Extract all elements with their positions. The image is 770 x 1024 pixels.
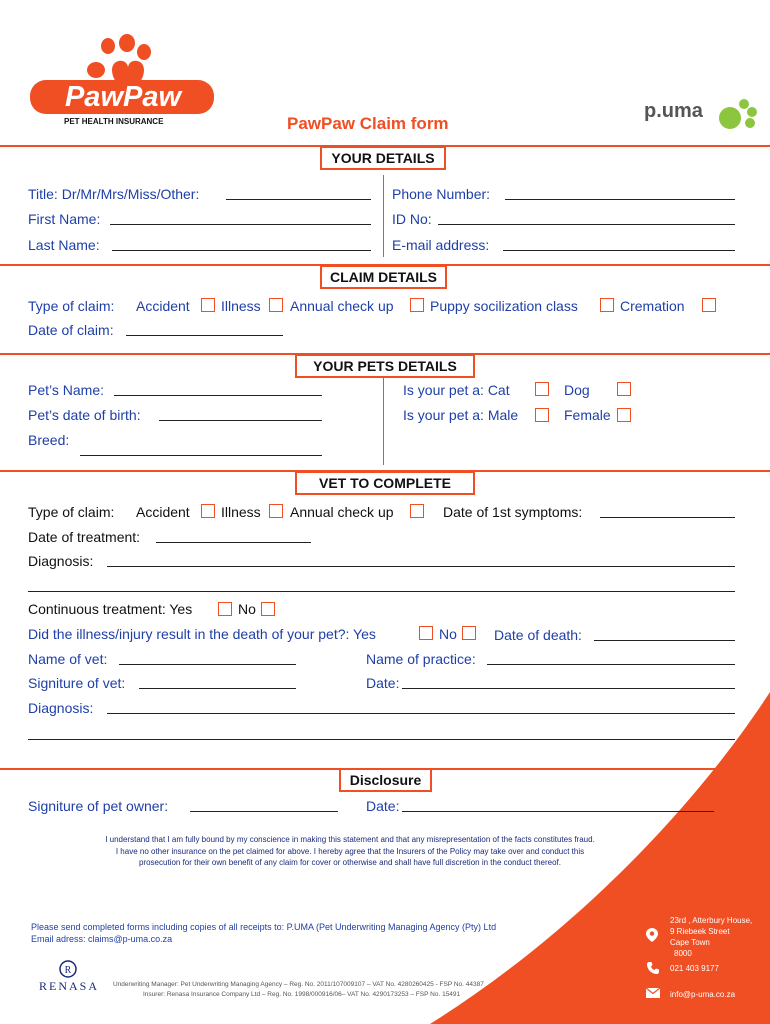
mail-icon bbox=[646, 988, 660, 998]
claims-email[interactable]: Email adress: claims@p-uma.co.za bbox=[31, 934, 173, 944]
email-field[interactable] bbox=[503, 250, 735, 251]
title-label: Title: Dr/Mr/Mrs/Miss/Other: bbox=[28, 186, 200, 202]
renasa-logo bbox=[36, 959, 102, 999]
vet-annual-label: Annual check up bbox=[290, 504, 394, 520]
illness-checkbox[interactable] bbox=[269, 298, 283, 312]
section-heading-pets-details: YOUR PETS DETAILS bbox=[295, 354, 475, 378]
vet-annual-checkbox[interactable] bbox=[410, 504, 424, 518]
section-heading-vet: VET TO COMPLETE bbox=[295, 471, 475, 495]
practice-name-field[interactable] bbox=[487, 664, 735, 665]
diagnosis-2-field[interactable] bbox=[107, 713, 735, 714]
claim-option-accident: Accident bbox=[136, 298, 190, 314]
address-line-1: 23rd , Atterbury House, bbox=[670, 916, 753, 925]
breed-label: Breed: bbox=[28, 432, 70, 448]
breed-field[interactable] bbox=[80, 455, 322, 456]
owner-date-label: Date: bbox=[366, 798, 400, 814]
address-line-4: 8000 bbox=[674, 949, 692, 958]
first-name-label: First Name: bbox=[28, 211, 101, 227]
vet-illness-checkbox[interactable] bbox=[269, 504, 283, 518]
species-label: Is your pet a: Cat bbox=[403, 382, 510, 398]
logo-tagline: PET HEALTH INSURANCE bbox=[64, 117, 164, 126]
claim-option-annual: Annual check up bbox=[290, 298, 394, 314]
renasa-wordmark: RENASA bbox=[38, 979, 99, 993]
disclosure-text-3: prosecution for their own benefit of any claim for cover or otherwise and shall have full discretion in the conduct thereof. bbox=[138, 858, 561, 867]
symptoms-date-label: Date of 1st symptoms: bbox=[443, 504, 583, 520]
column-divider bbox=[383, 373, 384, 465]
practice-name-label: Name of practice: bbox=[366, 651, 476, 667]
accident-checkbox[interactable] bbox=[201, 298, 215, 312]
owner-signature-field[interactable] bbox=[190, 811, 338, 812]
pet-name-label: Pet’s Name: bbox=[28, 382, 104, 398]
puma-logo bbox=[644, 92, 764, 136]
send-instructions: Please send completed forms including copies of all receipts to: P.UMA (Pet Underwriting Managing Agency (Pty) Ltd bbox=[31, 922, 497, 932]
diagnosis-2-label: Diagnosis: bbox=[28, 700, 94, 716]
svg-text:R: R bbox=[64, 965, 72, 976]
section-heading-claim-details: CLAIM DETAILS bbox=[320, 265, 447, 289]
id-field[interactable] bbox=[438, 224, 735, 225]
diagnosis-field-extra[interactable] bbox=[28, 591, 735, 592]
death-no-checkbox[interactable] bbox=[462, 626, 476, 640]
claim-option-illness: Illness bbox=[221, 298, 261, 314]
form-title: PawPaw Claim form bbox=[287, 114, 449, 133]
cat-checkbox[interactable] bbox=[535, 382, 549, 396]
vet-name-label: Name of vet: bbox=[28, 651, 108, 667]
vet-date-label: Date: bbox=[366, 675, 400, 691]
address-line-2: 9 Riebeek Street bbox=[670, 927, 730, 936]
puppy-class-checkbox[interactable] bbox=[600, 298, 614, 312]
claim-type-label: Type of claim: bbox=[28, 298, 115, 314]
owner-date-field[interactable] bbox=[402, 811, 714, 812]
female-label: Female bbox=[564, 407, 611, 423]
disclosure-text-1: I understand that I am fully bound by my conscience in making this statement and that any misrepresentation of the facts constitutes fraud. bbox=[105, 835, 595, 844]
death-yes-checkbox[interactable] bbox=[419, 626, 433, 640]
male-checkbox[interactable] bbox=[535, 408, 549, 422]
claim-date-label: Date of claim: bbox=[28, 322, 114, 338]
vet-signature-field[interactable] bbox=[139, 688, 296, 689]
owner-signature-label: Signiture of pet owner: bbox=[28, 798, 169, 814]
vet-signature-label: Signiture of vet: bbox=[28, 675, 126, 691]
phone-field[interactable] bbox=[505, 199, 735, 200]
sex-label: Is your pet a: Male bbox=[403, 407, 519, 423]
claim-date-field[interactable] bbox=[126, 335, 283, 336]
vet-name-field[interactable] bbox=[119, 664, 296, 665]
claim-option-puppy: Puppy socilization class bbox=[430, 298, 578, 314]
phone-label: Phone Number: bbox=[392, 186, 491, 202]
death-question-label: Did the illness/injury result in the death of your pet?: Yes bbox=[28, 626, 376, 642]
renasa-emblem-icon bbox=[58, 959, 78, 979]
pet-dob-label: Pet’s date of birth: bbox=[28, 407, 141, 423]
email-label: E-mail address: bbox=[392, 237, 490, 253]
cremation-checkbox[interactable] bbox=[702, 298, 716, 312]
vet-date-field[interactable] bbox=[402, 688, 735, 689]
vet-claim-type-label: Type of claim: bbox=[28, 504, 115, 520]
pet-name-field[interactable] bbox=[114, 395, 322, 396]
treatment-date-field[interactable] bbox=[156, 542, 311, 543]
pawpaw-logo bbox=[28, 30, 218, 125]
title-field[interactable] bbox=[226, 199, 371, 200]
column-divider bbox=[383, 175, 384, 257]
address-line-3: Cape Town bbox=[670, 938, 710, 947]
vet-accident-checkbox[interactable] bbox=[201, 504, 215, 518]
paw-icon bbox=[716, 96, 762, 132]
symptoms-date-field[interactable] bbox=[600, 517, 735, 518]
diagnosis-field[interactable] bbox=[107, 566, 735, 567]
female-checkbox[interactable] bbox=[617, 408, 631, 422]
phone-icon bbox=[647, 962, 659, 974]
diagnosis-2-field-extra[interactable] bbox=[28, 739, 735, 740]
death-date-field[interactable] bbox=[594, 640, 735, 641]
diagnosis-label: Diagnosis: bbox=[28, 553, 94, 569]
annual-checkbox[interactable] bbox=[410, 298, 424, 312]
disclosure-text-2: I have no other insurance on the pet claimed for above. I hereby agree that the Insurers of the Policy may take over and conduct this bbox=[115, 847, 585, 856]
location-pin-icon bbox=[646, 928, 658, 942]
continuous-no-checkbox[interactable] bbox=[261, 602, 275, 616]
last-name-field[interactable] bbox=[112, 250, 371, 251]
dog-label: Dog bbox=[564, 382, 590, 398]
death-no-label: No bbox=[439, 626, 457, 642]
continuous-treatment-label: Continuous treatment: Yes bbox=[28, 601, 193, 617]
first-name-field[interactable] bbox=[110, 224, 371, 225]
vet-illness-label: Illness bbox=[221, 504, 261, 520]
death-date-label: Date of death: bbox=[494, 627, 582, 643]
logo-wordmark: PawPaw bbox=[64, 81, 182, 113]
pet-dob-field[interactable] bbox=[159, 420, 322, 421]
last-name-label: Last Name: bbox=[28, 237, 100, 253]
id-label: ID No: bbox=[392, 211, 432, 227]
section-heading-disclosure: Disclosure bbox=[339, 768, 432, 792]
dog-checkbox[interactable] bbox=[617, 382, 631, 396]
treatment-date-label: Date of treatment: bbox=[28, 529, 141, 545]
claim-option-cremation: Cremation bbox=[620, 298, 685, 314]
continuous-no-label: No bbox=[238, 601, 256, 617]
vet-accident-label: Accident bbox=[136, 504, 190, 520]
contact-email[interactable]: info@p-uma.co.za bbox=[670, 990, 736, 999]
section-heading-your-details: YOUR DETAILS bbox=[320, 146, 446, 170]
continuous-yes-checkbox[interactable] bbox=[218, 602, 232, 616]
insurer-info: Insurer: Renasa Insurance Company Ltd – Reg. No. 1998/000916/06– VAT No. 4290173253 – FSP No. 15491 bbox=[143, 991, 461, 998]
puma-wordmark: p.uma bbox=[644, 100, 703, 122]
underwriter-info: Underwriting Manager: Pet Underwriting Managing Agency – Reg. No. 2011/107009107 – VAT No. 4280260425 - FSP No. 44387 bbox=[113, 981, 484, 988]
contact-phone[interactable]: 021 403 9177 bbox=[670, 964, 719, 973]
